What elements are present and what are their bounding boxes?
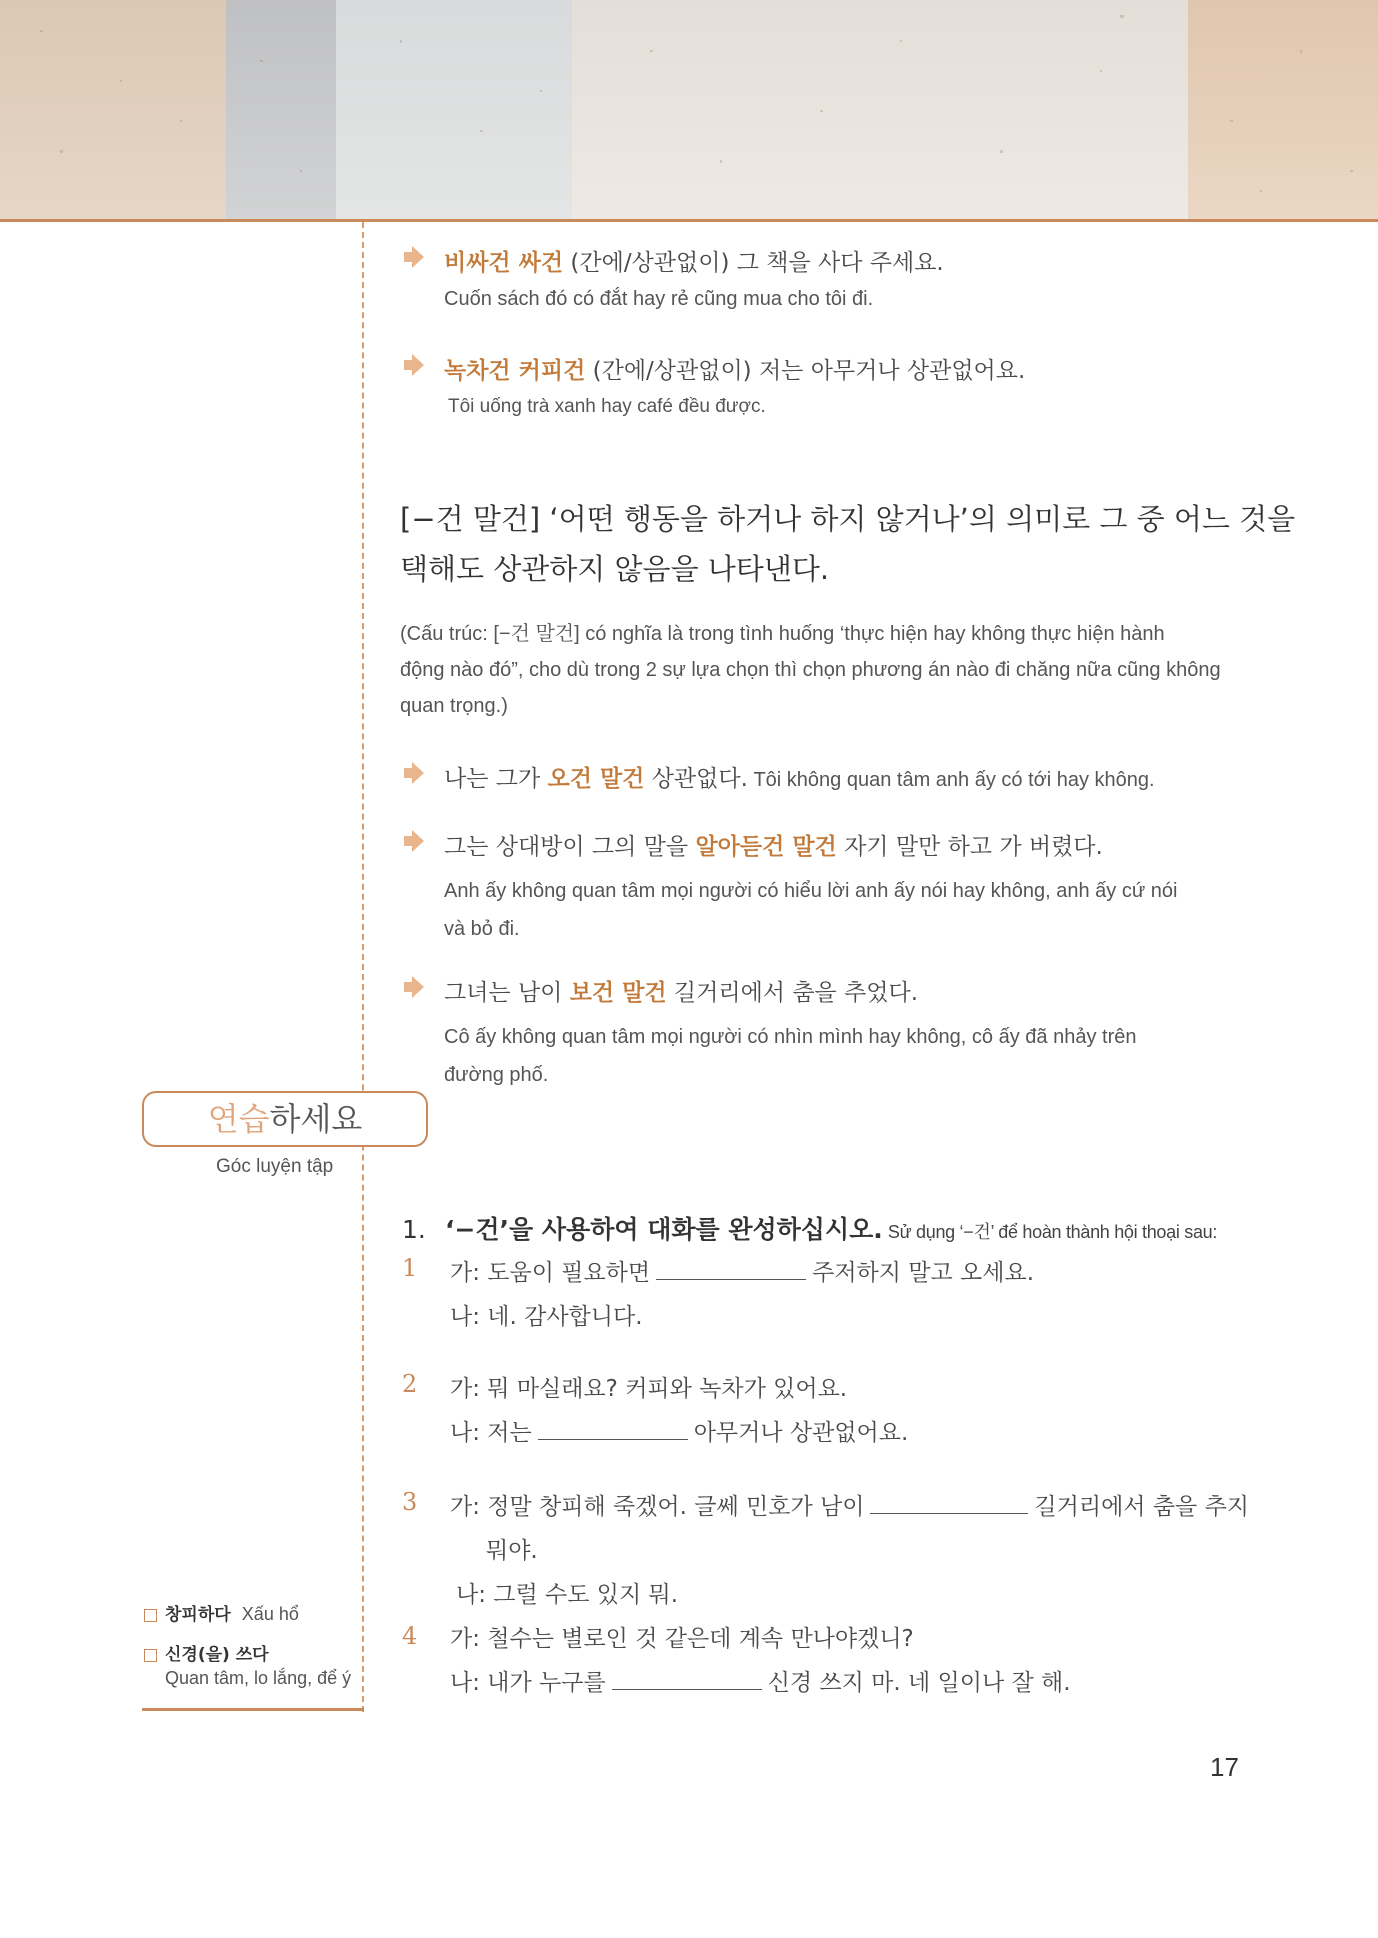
- practice-title: 하세요: [269, 1100, 363, 1138]
- translation-line-2: và bỏ đi.: [444, 918, 520, 940]
- answer-blank[interactable]: [870, 1493, 1028, 1514]
- vocab-meaning: Quan tâm, lo lắng, để ý: [165, 1668, 352, 1688]
- question-4-line-a: 가: 철수는 별로인 것 같은데 계속 만나야겠니?: [450, 1626, 914, 1652]
- exercise-number: 1.: [402, 1215, 426, 1244]
- grammar-rule: [400, 494, 1296, 594]
- rule-vi-line-1: (Cấu trúc: [−건 말건] có nghĩa là trong tình huống ‘thực hiện hay không thực hiện hành: [400, 623, 1165, 645]
- question-4-line-b: 나: 내가 누구를 신경 쓰지 마. 네 일이나 잘 해.: [450, 1670, 1071, 1696]
- rule-ko-line-1: [−건 말건] ‘어떤 행동을 하거나 하지 않거나’의 의미로 그 중 어느 것을: [400, 502, 1296, 536]
- question-2-line-a: 가: 뭐 마실래요? 커피와 녹차가 있어요.: [450, 1376, 848, 1402]
- rule-vi-line-3: quan trọng.): [400, 695, 508, 717]
- question-1-line-b: 나: 네. 감사합니다.: [450, 1304, 643, 1330]
- question-3-line-a: 가: 정말 창피해 죽겠어. 글쎄 민호가 남이 길거리에서 춤을 추지: [450, 1494, 1250, 1520]
- practice-title-accent: 연습: [207, 1100, 270, 1138]
- answer-blank[interactable]: [538, 1419, 688, 1440]
- answer-blank[interactable]: [612, 1669, 762, 1690]
- translation-line-2: đường phố.: [444, 1064, 549, 1086]
- arrow-icon: [402, 246, 426, 268]
- question-3-line-b: 나: 그럴 수도 있지 뭐.: [456, 1582, 679, 1608]
- practice-heading: [142, 1091, 428, 1147]
- question-2-line-b: 나: 저는 아무거나 상관없어요.: [450, 1420, 909, 1446]
- example-translation: [444, 1018, 1136, 1094]
- example-translation: Cuốn sách đó có đắt hay rẻ cũng mua cho tôi đi.: [444, 288, 874, 310]
- example-sentence: 비싸건 싸건 (간에/상관없이) 그 책을 사다 주세요.: [444, 250, 944, 276]
- rule-vi-line-2: động nào đó”, cho dù trong 2 sự lựa chọn thì chọn phương án nào đi chăng nữa cũng không: [400, 659, 1221, 681]
- question-number: 1: [402, 1254, 418, 1282]
- answer-blank[interactable]: [656, 1259, 806, 1280]
- question-number: 4: [402, 1622, 418, 1650]
- vocab-item: [144, 1600, 299, 1625]
- example-translation: Tôi uống trà xanh hay café đều được.: [448, 396, 766, 417]
- grammar-rule-translation: [400, 616, 1240, 724]
- arrow-icon: [402, 354, 426, 376]
- vocab-term: 창피하다: [165, 1605, 231, 1625]
- vocab-item: [144, 1640, 269, 1665]
- vocab-term: 신경(을) 쓰다: [165, 1645, 269, 1665]
- checkbox-square-icon: [144, 1609, 157, 1622]
- question-number: 2: [402, 1370, 418, 1398]
- arrow-icon: [402, 976, 426, 998]
- arrow-icon: [402, 830, 426, 852]
- translation-line-1: Anh ấy không quan tâm mọi người có hiểu lời anh ấy nói hay không, anh ấy cứ nói: [444, 880, 1178, 902]
- example-sentence: 그녀는 남이 보건 말건 길거리에서 춤을 추었다.: [444, 980, 919, 1006]
- column-divider: [362, 222, 364, 1712]
- example-sentence: 녹차건 커피건 (간에/상관없이) 저는 아무거나 상관없어요.: [444, 358, 1026, 384]
- page-number: 17: [1210, 1752, 1239, 1782]
- rule-ko-line-2: 택해도 상관하지 않음을 나타낸다.: [400, 552, 830, 586]
- example-translation: [444, 872, 1177, 948]
- checkbox-square-icon: [144, 1649, 157, 1662]
- vocab-meaning: Xấu hổ: [241, 1604, 299, 1624]
- header-banner: [0, 0, 1378, 220]
- header-rule: [0, 219, 1378, 222]
- sidebar-rule: [142, 1708, 364, 1711]
- exercise-instruction-ko: ‘−건’을 사용하여 대화를 완성하십시오.: [444, 1215, 883, 1244]
- example-sentence: 나는 그가 오건 말건 상관없다. Tôi không quan tâm anh ấy có tới hay không.: [444, 766, 1155, 792]
- arrow-icon: [402, 762, 426, 784]
- question-3-line-a-cont: 뭐야.: [486, 1538, 538, 1564]
- exercise-instruction-vi: Sử dụng ‘−건’ để hoàn thành hội thoại sau:: [887, 1222, 1218, 1242]
- translation-line-1: Cô ấy không quan tâm mọi người có nhìn mình hay không, cô ấy đã nhảy trên: [444, 1026, 1137, 1048]
- question-1-line-a: 가: 도움이 필요하면 주저하지 말고 오세요.: [450, 1260, 1035, 1286]
- question-number: 3: [402, 1488, 418, 1516]
- example-sentence: 그는 상대방이 그의 말을 알아듣건 말건 자기 말만 하고 가 버렸다.: [444, 834, 1103, 860]
- practice-subtitle: Góc luyện tập: [216, 1156, 334, 1177]
- exercise-instruction: [402, 1210, 1217, 1246]
